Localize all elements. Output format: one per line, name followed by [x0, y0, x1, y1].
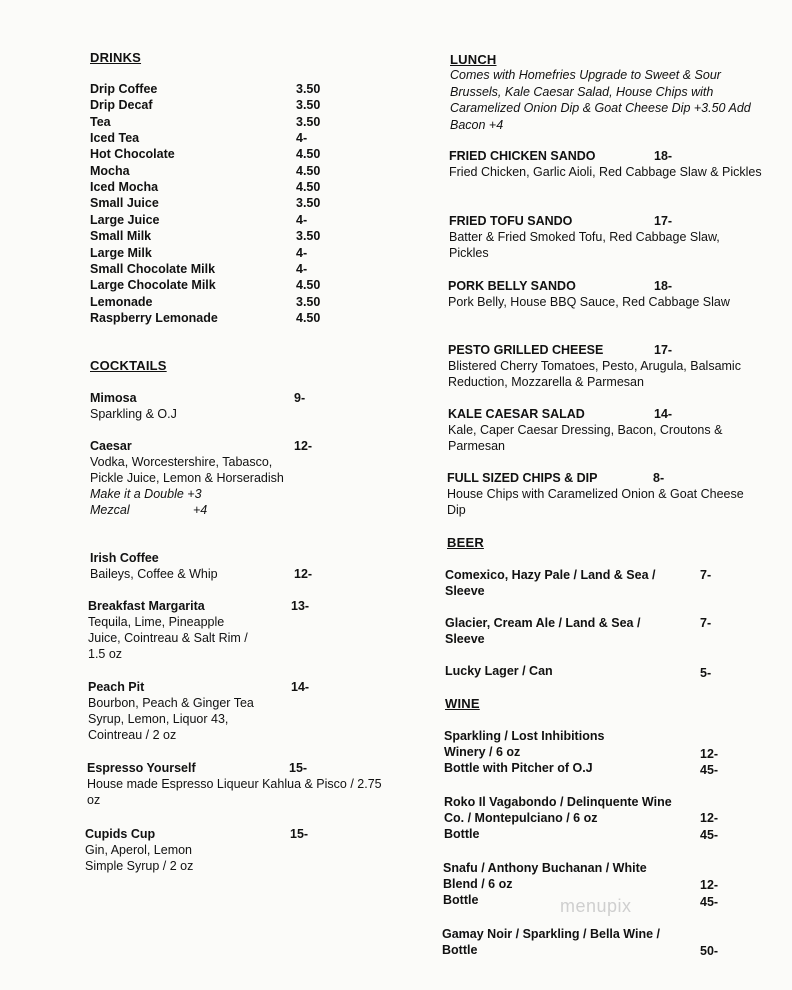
cocktail-item-breakfast-margarita: [88, 598, 388, 662]
cocktail-desc: Baileys, Coffee & Whip: [90, 567, 218, 581]
drink-item: [90, 115, 390, 131]
cocktail-item-espresso-yourself: [87, 760, 387, 808]
lunch-desc: Kale, Caper Caesar Dressing, Bacon, Croutons & Parmesan: [448, 423, 723, 453]
drink-item: [90, 196, 390, 212]
drink-name: Large Milk: [90, 245, 152, 260]
watermark-logo: menupix: [560, 896, 632, 916]
wine-name: Roko Il Vagabondo / Delinquente Wine Co. / Montepulciano / 6 oz: [444, 795, 672, 825]
lunch-name: FRIED TOFU SANDO: [449, 214, 573, 228]
beer-name: Lucky Lager / Can: [445, 664, 553, 678]
drink-name: Large Juice: [90, 212, 160, 227]
drinks-heading: DRINKS: [90, 50, 142, 65]
drink-name: Lemonade: [90, 294, 153, 309]
drink-item: [90, 180, 390, 196]
lunch-desc: Batter & Fried Smoked Tofu, Red Cabbage Slaw, Pickles: [449, 230, 720, 260]
drink-item: [90, 147, 390, 163]
drink-price: 4-: [296, 245, 308, 260]
lunch-item-pork-belly-sando: [448, 278, 768, 310]
cocktail-price: 12-: [294, 567, 313, 581]
drink-price: 4.50: [296, 180, 321, 195]
lunch-price: 17-: [654, 214, 673, 228]
cocktail-name: Peach Pit: [88, 680, 145, 694]
drink-item: [90, 262, 390, 278]
wine-glass-price: 12-: [700, 747, 719, 761]
lunch-desc: Blistered Cherry Tomatoes, Pesto, Arugula, Balsamic Reduction, Mozzarella & Parmesan: [448, 359, 741, 389]
cocktail-desc: Bourbon, Peach & Ginger Tea Syrup, Lemon, Liquor 43, Cointreau / 2 oz: [88, 696, 254, 742]
cocktail-item-peach-pit: [88, 679, 388, 743]
cocktail-name: Caesar: [90, 439, 132, 453]
cocktail-name: Mimosa: [90, 391, 137, 405]
wine-name: Gamay Noir / Sparkling / Bella Wine / Bottle: [442, 927, 661, 957]
cocktail-name: Espresso Yourself: [87, 761, 196, 775]
drink-name: Small Milk: [90, 229, 152, 244]
lunch-intro: Comes with Homefries Upgrade to Sweet & Sour Brussels, Kale Caesar Salad, House Chips with Caramelized Onion Dip & Goat Cheese Dip +3.50 Add Bacon +4: [450, 68, 751, 132]
lunch-item-fried-chicken-sando: [449, 148, 769, 180]
drink-item: [90, 229, 390, 245]
beer-name: Glacier, Cream Ale / Land & Sea / Sleeve: [445, 616, 641, 646]
drink-item: [90, 82, 390, 98]
mezcal-price: +4: [193, 503, 208, 517]
drink-item: [90, 295, 390, 311]
drink-name: Iced Mocha: [90, 180, 159, 195]
lunch-item-pesto-grilled-cheese: [448, 342, 768, 390]
cocktails-heading: COCKTAILS: [90, 358, 167, 373]
beer-price: 7-: [700, 616, 712, 630]
cocktail-price: 9-: [294, 391, 306, 405]
wine-item-sparkling: [444, 728, 764, 776]
drink-item: [90, 311, 390, 327]
wine-price: 50-: [700, 944, 719, 958]
lunch-price: 14-: [654, 407, 673, 421]
drink-name: Small Juice: [90, 196, 159, 211]
lunch-name: PESTO GRILLED CHEESE: [448, 343, 604, 357]
drink-item: [90, 213, 390, 229]
wine-bottle-price: 45-: [700, 895, 719, 909]
cocktail-price: 15-: [290, 827, 309, 841]
drink-price: 3.50: [296, 229, 321, 244]
beer-name: Comexico, Hazy Pale / Land & Sea / Sleeve: [445, 568, 656, 598]
wine-item-roko: [444, 794, 764, 842]
lunch-name: FRIED CHICKEN SANDO: [449, 149, 596, 163]
wine-bottle: Bottle: [443, 893, 479, 907]
lunch-item-fried-tofu-sando: [449, 213, 769, 261]
drink-price: 4.50: [296, 310, 321, 325]
drink-item: [90, 246, 390, 262]
lunch-item-full-sized-chips-dip: [447, 470, 767, 518]
cocktail-item-caesar: [90, 438, 390, 518]
lunch-desc: Pork Belly, House BBQ Sauce, Red Cabbage Slaw: [448, 295, 730, 309]
beer-item-lucky-lager: [445, 663, 765, 679]
beer-price: 7-: [700, 568, 712, 582]
mezcal-label: Mezcal: [90, 503, 130, 517]
drink-price: 4-: [296, 131, 308, 146]
lunch-name: PORK BELLY SANDO: [448, 279, 576, 293]
drink-price: 3.50: [296, 294, 321, 309]
cocktail-desc: Sparkling & O.J: [90, 407, 177, 421]
wine-name: Sparkling / Lost Inhibitions Winery / 6 oz: [444, 729, 605, 759]
cocktail-price: 14-: [291, 680, 310, 694]
lunch-price: 18-: [654, 149, 673, 163]
cocktail-item-irish-coffee: [90, 550, 390, 582]
lunch-name: KALE CAESAR SALAD: [448, 407, 585, 421]
lunch-desc: House Chips with Caramelized Onion & Goat Cheese Dip: [447, 487, 744, 517]
lunch-price: 8-: [653, 471, 665, 485]
cocktail-name: Cupids Cup: [85, 827, 156, 841]
drink-name: Mocha: [90, 163, 130, 178]
beer-item-comexico: [445, 567, 765, 599]
drink-price: 3.50: [296, 196, 321, 211]
lunch-heading: LUNCH: [450, 52, 497, 67]
cocktail-name: Irish Coffee: [90, 551, 159, 565]
drink-price: 4.50: [296, 278, 321, 293]
cocktail-desc: House made Espresso Liqueur Kahlua & Pisco / 2.75 oz: [87, 777, 382, 807]
wine-bottle: Bottle: [444, 827, 480, 841]
cocktail-price: 15-: [289, 761, 308, 775]
cocktail-desc: Gin, Aperol, Lemon Simple Syrup / 2 oz: [85, 843, 194, 873]
lunch-price: 18-: [654, 279, 673, 293]
lunch-price: 17-: [654, 343, 673, 357]
drink-name: Tea: [90, 114, 111, 129]
beer-heading: BEER: [447, 535, 484, 550]
drink-price: 4.50: [296, 147, 321, 162]
wine-name: Snafu / Anthony Buchanan / White Blend / 6 oz: [443, 861, 647, 891]
drink-name: Drip Decaf: [90, 98, 153, 113]
cocktail-desc: Vodka, Worcestershire, Tabasco, Pickle Juice, Lemon & Horseradish: [90, 455, 284, 485]
cocktail-price: 13-: [291, 599, 310, 613]
drink-item: [90, 98, 390, 114]
beer-item-glacier: [445, 615, 765, 647]
drink-price: 4-: [296, 261, 308, 276]
drink-name: Small Chocolate Milk: [90, 261, 216, 276]
drink-price: 3.50: [296, 98, 321, 113]
lunch-name: FULL SIZED CHIPS & DIP: [447, 471, 598, 485]
wine-bottle-price: 45-: [700, 763, 719, 777]
drink-name: Iced Tea: [90, 131, 140, 146]
drink-name: Large Chocolate Milk: [90, 278, 216, 293]
drink-price: 4-: [296, 212, 308, 227]
beer-price: 5-: [700, 666, 712, 680]
wine-glass-price: 12-: [700, 811, 719, 825]
drink-price: 4.50: [296, 163, 321, 178]
wine-bottle-price: 45-: [700, 828, 719, 842]
drink-price: 3.50: [296, 114, 321, 129]
wine-heading: WINE: [445, 696, 480, 711]
drink-price: 3.50: [296, 82, 321, 96]
cocktail-extra-double: Make it a Double +3: [90, 487, 202, 501]
drink-name: Drip Coffee: [90, 82, 158, 96]
drink-item: [90, 278, 390, 294]
wine-item-gamay-noir: [442, 926, 762, 958]
drink-name: Hot Chocolate: [90, 147, 175, 162]
cocktail-desc: Tequila, Lime, Pineapple Juice, Cointreau & Salt Rim / 1.5 oz: [88, 615, 248, 661]
cocktail-extra-mezcal: [90, 502, 390, 518]
drink-name: Raspberry Lemonade: [90, 310, 218, 325]
cocktail-price: 12-: [294, 439, 313, 453]
cocktail-item-mimosa: [90, 390, 390, 422]
cocktail-name: Breakfast Margarita: [88, 599, 205, 613]
wine-glass-price: 12-: [700, 878, 719, 892]
cocktail-item-cupids-cup: [85, 826, 385, 874]
lunch-desc: Fried Chicken, Garlic Aioli, Red Cabbage Slaw & Pickles: [449, 165, 762, 179]
drink-item: [90, 131, 390, 147]
drink-item: [90, 164, 390, 180]
lunch-item-kale-caesar-salad: [448, 406, 768, 454]
wine-bottle: Bottle with Pitcher of O.J: [444, 761, 593, 775]
